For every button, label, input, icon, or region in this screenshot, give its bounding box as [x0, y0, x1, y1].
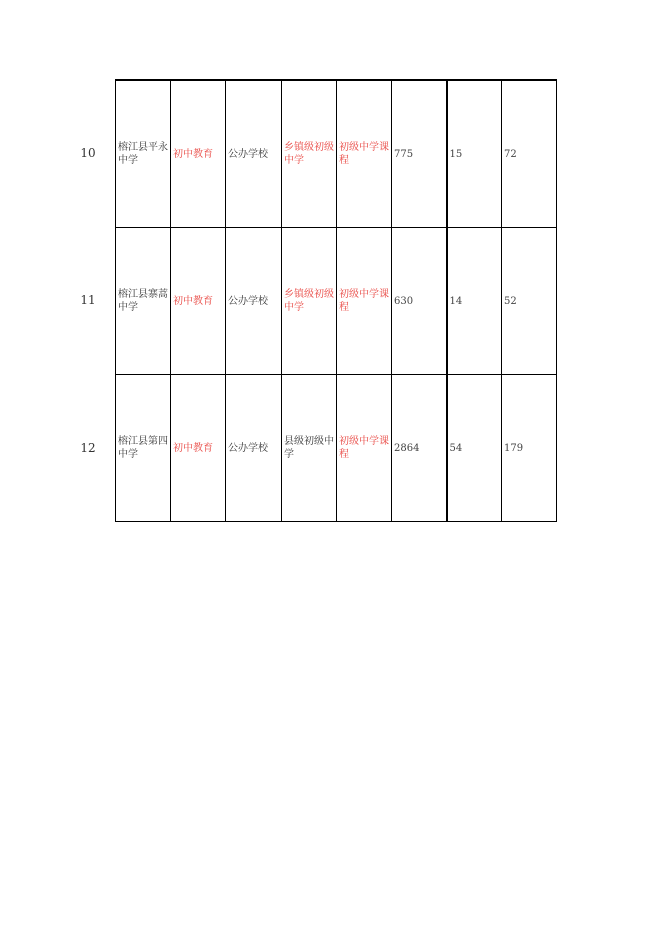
table-row — [116, 80, 557, 228]
table-row — [116, 375, 557, 522]
school-level-cell: 县级初级中学 — [282, 375, 337, 522]
table-row — [116, 228, 557, 375]
school-type-cell: 公办学校 — [226, 228, 282, 375]
students-cell: 2864 — [392, 375, 447, 522]
staff-cell: 52 — [502, 228, 557, 375]
row-index-11: 11 — [80, 293, 96, 307]
students-cell: 775 — [392, 80, 447, 228]
school-type-cell: 公办学校 — [226, 80, 282, 228]
curriculum-cell: 初级中学课程 — [337, 375, 392, 522]
education-stage-cell: 初中教育 — [171, 375, 226, 522]
school-table — [115, 79, 557, 522]
school-name-cell: 榕江县寨蒿中学 — [116, 228, 171, 375]
classes-cell: 15 — [447, 80, 502, 228]
curriculum-cell: 初级中学课程 — [337, 80, 392, 228]
curriculum-cell: 初级中学课程 — [337, 228, 392, 375]
classes-cell: 14 — [447, 228, 502, 375]
education-stage-cell: 初中教育 — [171, 228, 226, 375]
school-level-cell: 乡镇级初级中学 — [282, 228, 337, 375]
school-name-cell: 榕江县平永中学 — [116, 80, 171, 228]
school-type-cell: 公办学校 — [226, 375, 282, 522]
row-index-12: 12 — [80, 441, 96, 455]
education-stage-cell: 初中教育 — [171, 80, 226, 228]
staff-cell: 179 — [502, 375, 557, 522]
school-level-cell: 乡镇级初级中学 — [282, 80, 337, 228]
staff-cell: 72 — [502, 80, 557, 228]
students-cell: 630 — [392, 228, 447, 375]
row-index-10: 10 — [80, 146, 96, 160]
classes-cell: 54 — [447, 375, 502, 522]
school-name-cell: 榕江县第四中学 — [116, 375, 171, 522]
